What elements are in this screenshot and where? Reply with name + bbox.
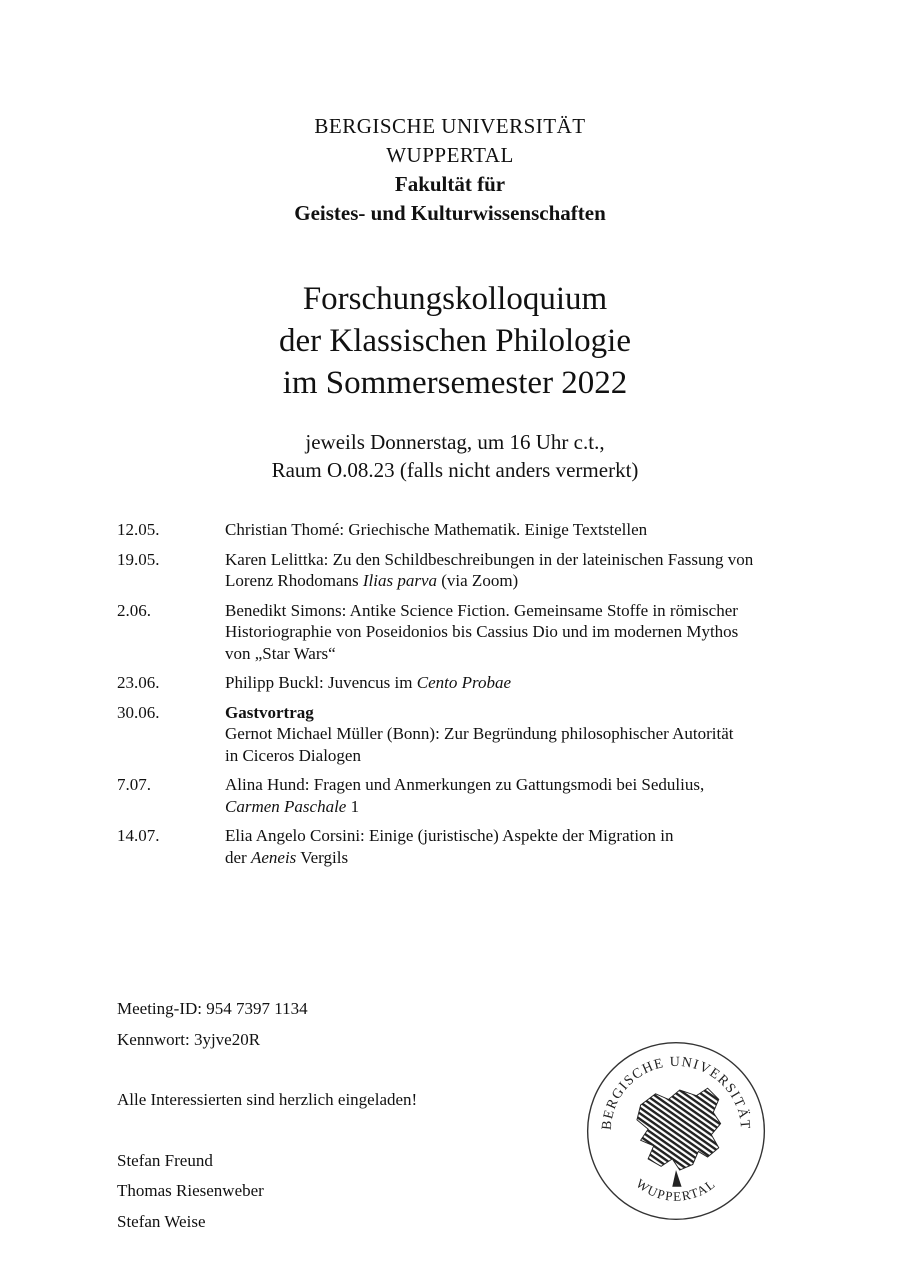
schedule-entry <box>117 519 807 541</box>
schedule-entry <box>117 600 807 665</box>
subtitle-line2: Raum O.08.23 (falls nicht anders vermerkt) <box>271 458 639 482</box>
title-line3: im Sommersemester 2022 <box>282 365 628 401</box>
entry-work-title: Ilias parva <box>362 571 437 590</box>
schedule-entry <box>117 702 807 767</box>
entry-line: Alina Hund: Fragen und Anmerkungen zu Gattungsmodi bei Sedulius, <box>225 775 705 794</box>
entry-date: 19.05. <box>117 549 160 569</box>
footer-info <box>117 994 417 1237</box>
entry-line: Christian Thomé: Griechische Mathematik. Einige Textstellen <box>225 520 648 539</box>
entry-text <box>225 672 807 694</box>
talk-schedule <box>117 519 807 876</box>
entry-line: in Ciceros Dialogen <box>225 745 361 765</box>
colloquium-title <box>0 278 900 404</box>
entry-text <box>225 774 807 817</box>
entry-date: 30.06. <box>117 702 160 722</box>
title-line2: der Klassischen Philologie <box>279 323 631 359</box>
faculty-line2: Geistes- und Kulturwissenschaften <box>294 201 606 225</box>
invitation-text: Alle Interessierten sind herzlich eingeladen! <box>117 1090 418 1109</box>
entry-line: Karen Lelittka: Zu den Schildbeschreibungen in der lateinischen Fassung von <box>225 549 754 569</box>
organizer-name: Thomas Riesenweber <box>117 1181 264 1200</box>
meeting-id: Meeting-ID: 954 7397 1134 <box>117 999 308 1018</box>
entry-line-part: Lorenz Rhodomans <box>225 571 363 590</box>
entry-line <box>225 847 807 869</box>
meeting-password: Kennwort: 3yjve20R <box>117 1029 261 1049</box>
seal-bottom-text: WUPPERTAL <box>633 1175 719 1204</box>
university-header <box>0 112 900 228</box>
entry-line <box>225 796 807 818</box>
schedule-entry <box>117 774 807 817</box>
entry-line-part: Vergils <box>296 847 349 867</box>
schedule-entry <box>117 672 807 694</box>
guest-lecture-label: Gastvortrag <box>225 702 314 722</box>
title-line1: Forschungskolloquium <box>302 281 608 317</box>
schedule-entry <box>117 549 807 592</box>
entry-text <box>225 702 807 767</box>
entry-date: 14.07. <box>117 826 160 845</box>
university-name-line1: BERGISCHE UNIVERSITÄT <box>314 114 586 138</box>
entry-line <box>225 672 807 694</box>
seal-top-text: BERGISCHE UNIVERSITÄT <box>599 1054 753 1131</box>
schedule-info <box>0 428 900 484</box>
entry-text <box>225 519 807 541</box>
lion-emblem <box>637 1088 721 1170</box>
entry-line-part: (via Zoom) <box>437 571 519 590</box>
entry-date: 7.07. <box>117 775 151 794</box>
entry-text <box>225 825 807 868</box>
entry-line <box>225 570 807 592</box>
organizer-name: Stefan Weise <box>117 1211 206 1231</box>
organizer-name: Stefan Freund <box>117 1150 213 1170</box>
university-name-line2: WUPPERTAL <box>386 143 514 167</box>
entry-date: 23.06. <box>117 673 160 692</box>
entry-line: Historiographie von Poseidonios bis Cassius Dio und im modernen Mythos <box>225 622 739 641</box>
lion-tail <box>672 1170 681 1187</box>
entry-line-part: 1 <box>346 796 360 816</box>
entry-date: 2.06. <box>117 600 151 620</box>
faculty-line1: Fakultät für <box>394 172 506 196</box>
university-seal-icon <box>583 1038 769 1224</box>
entry-line: Elia Angelo Corsini: Einige (juristische) Aspekte der Migration in <box>225 826 674 845</box>
entry-date: 12.05. <box>117 520 160 539</box>
entry-text <box>225 600 807 665</box>
entry-text <box>225 549 807 592</box>
entry-line-part: der <box>225 847 251 867</box>
entry-line: Gernot Michael Müller (Bonn): Zur Begründung philosophischer Autorität <box>225 724 734 743</box>
entry-work-title: Carmen Paschale <box>225 796 347 816</box>
schedule-entry <box>117 825 807 868</box>
entry-work-title: Aeneis <box>250 847 297 867</box>
entry-line: Benedikt Simons: Antike Science Fiction. Gemeinsame Stoffe in römischer <box>225 600 738 620</box>
entry-work-title: Cento Probae <box>416 673 512 692</box>
entry-line: von „Star Wars“ <box>225 643 336 663</box>
subtitle-line1: jeweils Donnerstag, um 16 Uhr c.t., <box>305 430 605 454</box>
entry-line-part: Philipp Buckl: Juvencus im <box>225 673 417 692</box>
